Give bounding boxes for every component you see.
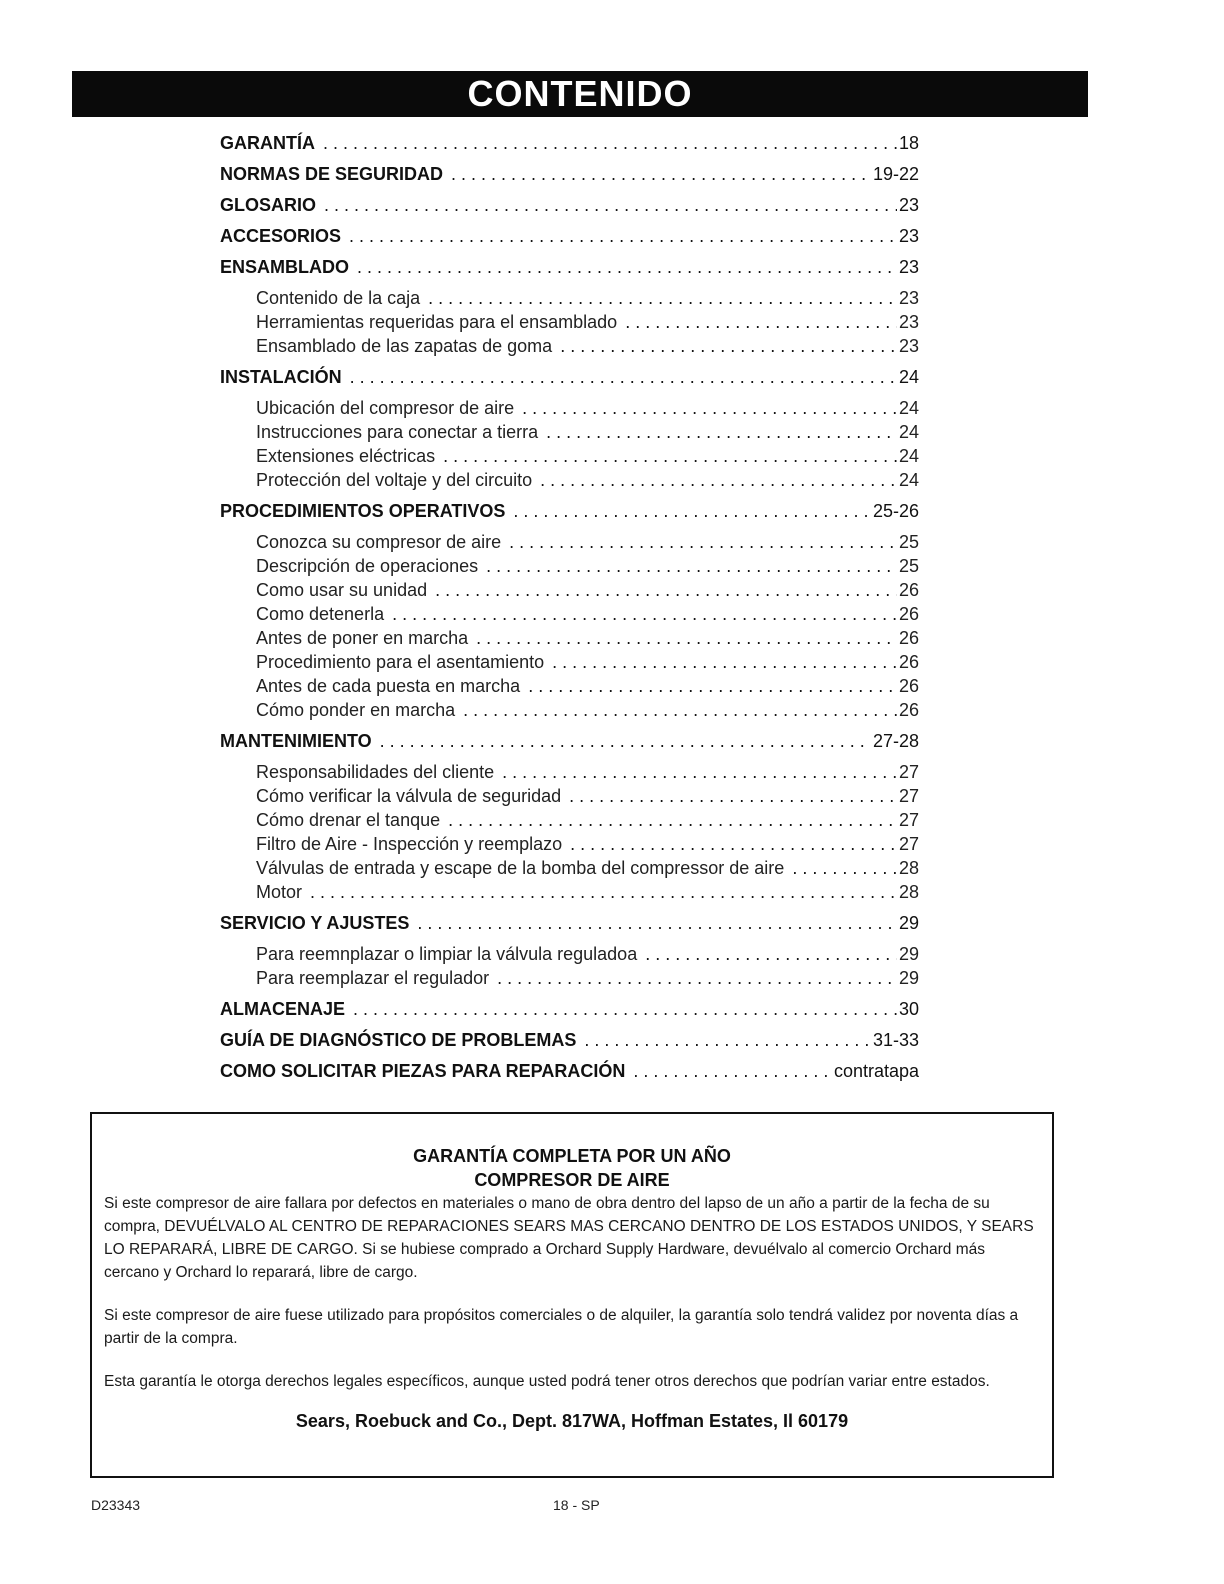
toc-section: [220, 223, 919, 249]
toc-entry-title: Procedimiento para el asentamiento: [256, 652, 545, 672]
page-title: CONTENIDO: [72, 71, 1088, 117]
toc-subsection: [220, 420, 919, 444]
toc-subsection: [220, 626, 919, 650]
warranty-paragraph: Esta garantía le otorga derechos legales específicos, aunque usted podrá tener otros derechos que podrían variar entre estados.: [104, 1373, 990, 1390]
toc-entry-page: 24: [898, 422, 919, 442]
toc-subsection: [220, 650, 919, 674]
warranty-box: [90, 1112, 1054, 1478]
toc-entry-page: 26: [898, 676, 919, 696]
toc-subsection: [220, 880, 919, 904]
toc-entry-title: ALMACENAJE: [220, 999, 346, 1019]
toc-entry-title: GARANTÍA: [220, 133, 315, 153]
toc-entry-page: 24: [898, 446, 919, 466]
toc-dot-leader: [443, 444, 897, 468]
toc-subsection: [220, 602, 919, 626]
warranty-paragraph: Si este compresor de aire fallara por defectos en materiales o mano de obra dentro del lapso de un año a partir de la fecha de su compra, DEVUÉLVALO AL CENTRO DE REPARACIONES SEARS MAS CERCANO DENTRO DE LOS ESTADOS UNIDOS, Y SEARS LO REPARARÁ, LIBRE DE CARGO. Si se hubiese comprado a Orchard Supply Hardware, devuélvalo al comercio Orchard más cercano y Orchard lo reparará, libre de cargo.: [104, 1195, 1034, 1281]
toc-entry-title: Como detenerla: [256, 604, 385, 624]
toc-subsection: [220, 334, 919, 358]
toc-subsection: [220, 760, 919, 784]
toc-entry-page: 26: [898, 580, 919, 600]
toc-dot-leader: [569, 784, 897, 808]
toc-entry-page: 29: [898, 944, 919, 964]
toc-dot-leader: [448, 808, 897, 832]
toc-section: [220, 996, 919, 1022]
toc-subsection: [220, 530, 919, 554]
page-number: 18 - SP: [553, 1497, 600, 1513]
toc-entry-title: Responsabilidades del cliente: [256, 762, 495, 782]
toc-entry-title: Para reemnplazar o limpiar la válvula reguladoa: [256, 944, 638, 964]
toc-entry-title: Antes de cada puesta en marcha: [256, 676, 521, 696]
toc-dot-leader: [540, 468, 897, 492]
toc-entry-page: 23: [898, 257, 919, 277]
toc-section: [220, 1027, 919, 1053]
toc-dot-leader: [357, 254, 897, 280]
toc-dot-leader: [435, 578, 897, 602]
toc-entry-page: 23: [898, 195, 919, 215]
toc-dot-leader: [380, 728, 871, 754]
toc-dot-leader: [584, 1027, 871, 1053]
toc-dot-leader: [528, 674, 897, 698]
toc-dot-leader: [633, 1058, 832, 1084]
toc-entry-title: Ensamblado de las zapatas de goma: [256, 336, 553, 356]
toc-subsection: [220, 286, 919, 310]
toc-entry-page: 18: [898, 133, 919, 153]
toc-entry-title: ENSAMBLADO: [220, 257, 349, 277]
toc-dot-leader: [502, 760, 897, 784]
toc-entry-title: INSTALACIÓN: [220, 367, 342, 387]
toc-dot-leader: [451, 161, 871, 187]
toc-entry-page: 27: [898, 810, 919, 830]
toc-entry-title: Como usar su unidad: [256, 580, 428, 600]
toc-section: [220, 498, 919, 524]
toc-entry-page: 26: [898, 652, 919, 672]
toc-entry-title: Contenido de la caja: [256, 288, 421, 308]
toc-entry-title: Herramientas requeridas para el ensamblado: [256, 312, 618, 332]
toc-subsection: [220, 942, 919, 966]
toc-entry-page: 29: [898, 968, 919, 988]
toc-section: [220, 254, 919, 280]
toc-section: [220, 910, 919, 936]
toc-entry-page: 26: [898, 604, 919, 624]
toc-dot-leader: [476, 626, 897, 650]
toc-entry-page: 23: [898, 312, 919, 332]
toc-dot-leader: [513, 498, 871, 524]
toc-subsection: [220, 674, 919, 698]
toc-dot-leader: [552, 650, 897, 674]
toc-entry-page: 25: [898, 532, 919, 552]
toc-dot-leader: [560, 334, 897, 358]
toc-subsection: [220, 310, 919, 334]
toc-entry-title: NORMAS DE SEGURIDAD: [220, 164, 444, 184]
toc-entry-page: 27-28: [872, 731, 919, 751]
toc-entry-title: Extensiones eléctricas: [256, 446, 436, 466]
toc-entry-title: SERVICIO Y AJUSTES: [220, 913, 410, 933]
toc-entry-title: COMO SOLICITAR PIEZAS PARA REPARACIÓN: [220, 1061, 626, 1081]
toc-dot-leader: [522, 396, 897, 420]
toc-dot-leader: [497, 966, 897, 990]
toc-entry-title: MANTENIMIENTO: [220, 731, 372, 751]
toc-dot-leader: [463, 698, 897, 722]
toc-subsection: [220, 396, 919, 420]
toc-section: [220, 364, 919, 390]
table-of-contents: [220, 130, 919, 1084]
toc-entry-page: 27: [898, 762, 919, 782]
toc-subsection: [220, 578, 919, 602]
toc-entry-page: 19-22: [872, 164, 919, 184]
toc-entry-title: Cómo ponder en marcha: [256, 700, 456, 720]
toc-entry-page: 28: [898, 882, 919, 902]
toc-subsection: [220, 444, 919, 468]
toc-dot-leader: [546, 420, 897, 444]
toc-entry-page: 27: [898, 786, 919, 806]
toc-entry-title: Instrucciones para conectar a tierra: [256, 422, 539, 442]
toc-dot-leader: [509, 530, 897, 554]
toc-entry-title: Válvulas de entrada y escape de la bomba del compressor de aire: [256, 858, 785, 878]
toc-dot-leader: [353, 996, 897, 1022]
toc-dot-leader: [392, 602, 897, 626]
toc-entry-title: Motor: [256, 882, 303, 902]
toc-entry-page: 31-33: [872, 1030, 919, 1050]
toc-entry-page: 24: [898, 470, 919, 490]
toc-entry-title: Cómo drenar el tanque: [256, 810, 441, 830]
toc-entry-title: Antes de poner en marcha: [256, 628, 469, 648]
toc-dot-leader: [349, 223, 897, 249]
warranty-address: Sears, Roebuck and Co., Dept. 817WA, Hoffman Estates, Il 60179: [295, 1411, 849, 1431]
toc-entry-title: Ubicación del compresor de aire: [256, 398, 515, 418]
toc-entry-title: GLOSARIO: [220, 195, 317, 215]
warranty-subtitle: COMPRESOR DE AIRE: [474, 1170, 670, 1190]
toc-entry-title: ACCESORIOS: [220, 226, 342, 246]
toc-dot-leader: [645, 942, 897, 966]
toc-section: [220, 728, 919, 754]
toc-dot-leader: [323, 130, 897, 156]
toc-entry-title: PROCEDIMIENTOS OPERATIVOS: [220, 501, 506, 521]
toc-dot-leader: [324, 192, 897, 218]
toc-section: [220, 130, 919, 156]
toc-entry-title: Cómo verificar la válvula de seguridad: [256, 786, 562, 806]
toc-dot-leader: [792, 856, 897, 880]
toc-subsection: [220, 784, 919, 808]
toc-section: [220, 161, 919, 187]
warranty-paragraph: Si este compresor de aire fuese utilizado para propósitos comerciales o de alquiler, la garantía solo tendrá validez por noventa días a partir de la compra.: [104, 1307, 1019, 1347]
toc-subsection: [220, 554, 919, 578]
toc-entry-title: GUÍA DE DIAGNÓSTICO DE PROBLEMAS: [220, 1030, 577, 1050]
toc-entry-page: 25-26: [872, 501, 919, 521]
toc-entry-page: 26: [898, 628, 919, 648]
toc-entry-page: 26: [898, 700, 919, 720]
toc-dot-leader: [350, 364, 897, 390]
toc-subsection: [220, 808, 919, 832]
toc-entry-title: Protección del voltaje y del circuito: [256, 470, 533, 490]
toc-subsection: [220, 966, 919, 990]
toc-entry-page: 25: [898, 556, 919, 576]
toc-entry-title: Para reemplazar el regulador: [256, 968, 490, 988]
toc-entry-page: 24: [898, 398, 919, 418]
toc-section: [220, 1058, 919, 1084]
toc-entry-title: Descripción de operaciones: [256, 556, 479, 576]
toc-subsection: [220, 832, 919, 856]
toc-entry-page: 23: [898, 226, 919, 246]
toc-entry-page: 30: [898, 999, 919, 1019]
toc-section: [220, 192, 919, 218]
toc-entry-page: 29: [898, 913, 919, 933]
toc-dot-leader: [625, 310, 897, 334]
toc-entry-page: 23: [898, 288, 919, 308]
toc-dot-leader: [310, 880, 897, 904]
toc-subsection: [220, 856, 919, 880]
toc-dot-leader: [417, 910, 897, 936]
warranty-title: GARANTÍA COMPLETA POR UN AÑO: [413, 1146, 731, 1166]
toc-subsection: [220, 468, 919, 492]
toc-entry-title: Filtro de Aire - Inspección y reemplazo: [256, 834, 563, 854]
toc-entry-page: contratapa: [833, 1061, 919, 1081]
document-number: D23343: [91, 1497, 141, 1513]
toc-dot-leader: [428, 286, 897, 310]
toc-dot-leader: [570, 832, 897, 856]
toc-entry-page: 28: [898, 858, 919, 878]
toc-entry-page: 27: [898, 834, 919, 854]
toc-entry-page: 24: [898, 367, 919, 387]
toc-entry-page: 23: [898, 336, 919, 356]
toc-entry-title: Conozca su compresor de aire: [256, 532, 502, 552]
toc-dot-leader: [486, 554, 897, 578]
toc-subsection: [220, 698, 919, 722]
